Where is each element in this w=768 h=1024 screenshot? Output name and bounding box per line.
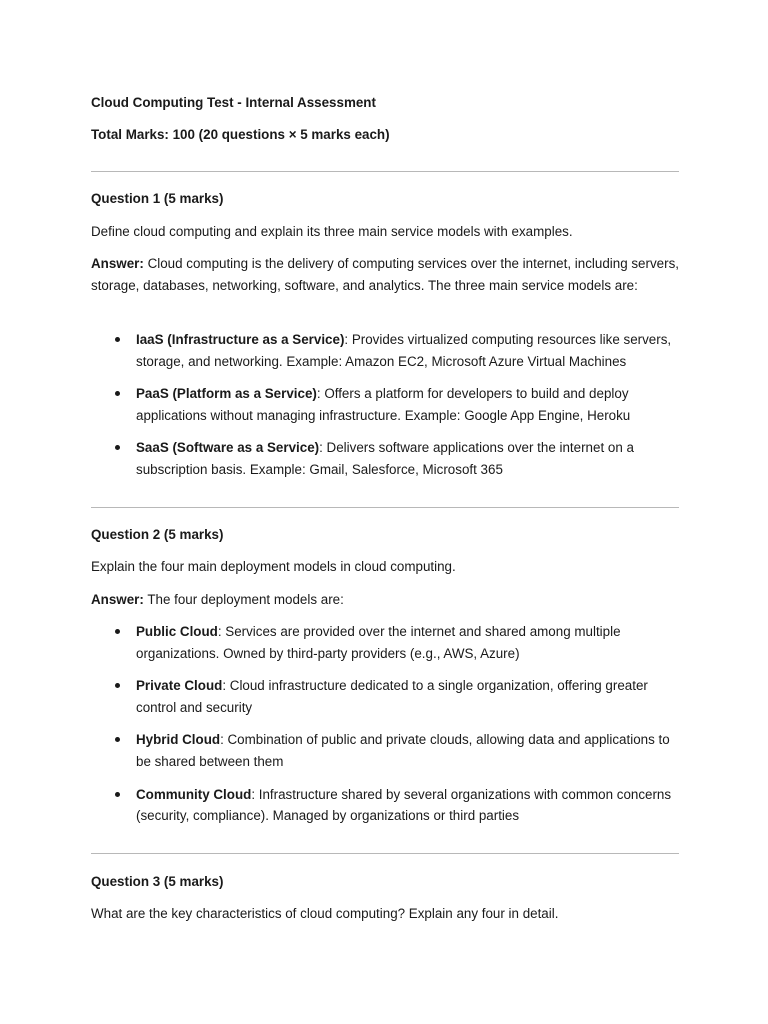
answer-label: Answer: xyxy=(91,256,144,271)
list-item xyxy=(91,383,681,427)
question-2-list xyxy=(91,621,681,838)
question-1-prompt: Define cloud computing and explain its three main service models with examples. xyxy=(91,224,573,239)
question-2-heading: Question 2 (5 marks) xyxy=(91,527,224,542)
bullet-icon xyxy=(115,683,120,688)
list-item-desc: : Cloud infrastructure dedicated to a single organization, offering greater control and security xyxy=(136,678,648,715)
question-2-answer xyxy=(91,589,683,611)
divider xyxy=(91,853,679,854)
divider xyxy=(91,507,679,508)
list-item-desc: : Delivers software applications over the internet on a subscription basis. Example: Gmail, Salesforce, Microsoft 365 xyxy=(136,440,634,478)
list-item-desc: : Offers a platform for developers to build and deploy applications without managing infrastructure. Example: Google App Engine, Heroku xyxy=(136,386,631,423)
list-item-term: IaaS (Infrastructure as a Service) xyxy=(136,332,345,347)
list-item-term: Public Cloud xyxy=(136,624,218,639)
list-item-desc: : Services are provided over the internet and shared among multiple organizations. Owned by third-party providers (e.g., AWS, Azure) xyxy=(136,624,621,661)
bullet-icon xyxy=(115,445,120,450)
list-item-term: Hybrid Cloud xyxy=(136,732,221,748)
bullet-icon xyxy=(115,391,120,396)
answer-label: Answer: xyxy=(91,592,144,607)
total-marks: Total Marks: 100 (20 questions × 5 marks each) xyxy=(91,127,390,142)
list-item xyxy=(91,621,681,665)
list-item-term: Community Cloud xyxy=(136,786,252,802)
document-title: Cloud Computing Test - Internal Assessment xyxy=(91,95,376,110)
answer-text: Cloud computing is the delivery of computing services over the internet, including servers, storage, databases, networking, software, and analytics. The three main service models are: xyxy=(91,256,679,293)
list-item-term: Private Cloud xyxy=(136,678,223,694)
bullet-icon xyxy=(115,737,120,742)
bullet-icon xyxy=(115,629,120,634)
question-1-heading: Question 1 (5 marks) xyxy=(91,191,224,206)
bullet-icon xyxy=(115,337,120,342)
list-item-desc: : Combination of public and private clouds, allowing data and applications to be shared between them xyxy=(136,732,670,770)
list-item-term: PaaS (Platform as a Service) xyxy=(136,386,317,402)
list-item xyxy=(91,329,681,373)
question-3-prompt: What are the key characteristics of cloud computing? Explain any four in detail. xyxy=(91,906,559,921)
question-3-heading: Question 3 (5 marks) xyxy=(91,874,224,889)
bullet-icon xyxy=(115,792,120,797)
question-2-prompt: Explain the four main deployment models in cloud computing. xyxy=(91,559,456,574)
list-item-desc: : Provides virtualized computing resources like servers, storage, and networking. Example: Amazon EC2, Microsoft Azure Virtual Machines xyxy=(136,332,672,369)
divider xyxy=(91,171,679,172)
list-item-term: SaaS (Software as a Service) xyxy=(136,440,320,456)
list-item-desc: : Infrastructure shared by several organizations with common concerns (security, compliance). Managed by organizations or third parties xyxy=(136,786,672,824)
list-item xyxy=(91,729,681,773)
list-item xyxy=(91,437,681,481)
list-item xyxy=(91,784,681,828)
answer-text: The four deployment models are: xyxy=(143,592,344,607)
list-item xyxy=(91,675,681,719)
question-1-list xyxy=(91,329,681,492)
question-1-answer xyxy=(91,253,683,297)
